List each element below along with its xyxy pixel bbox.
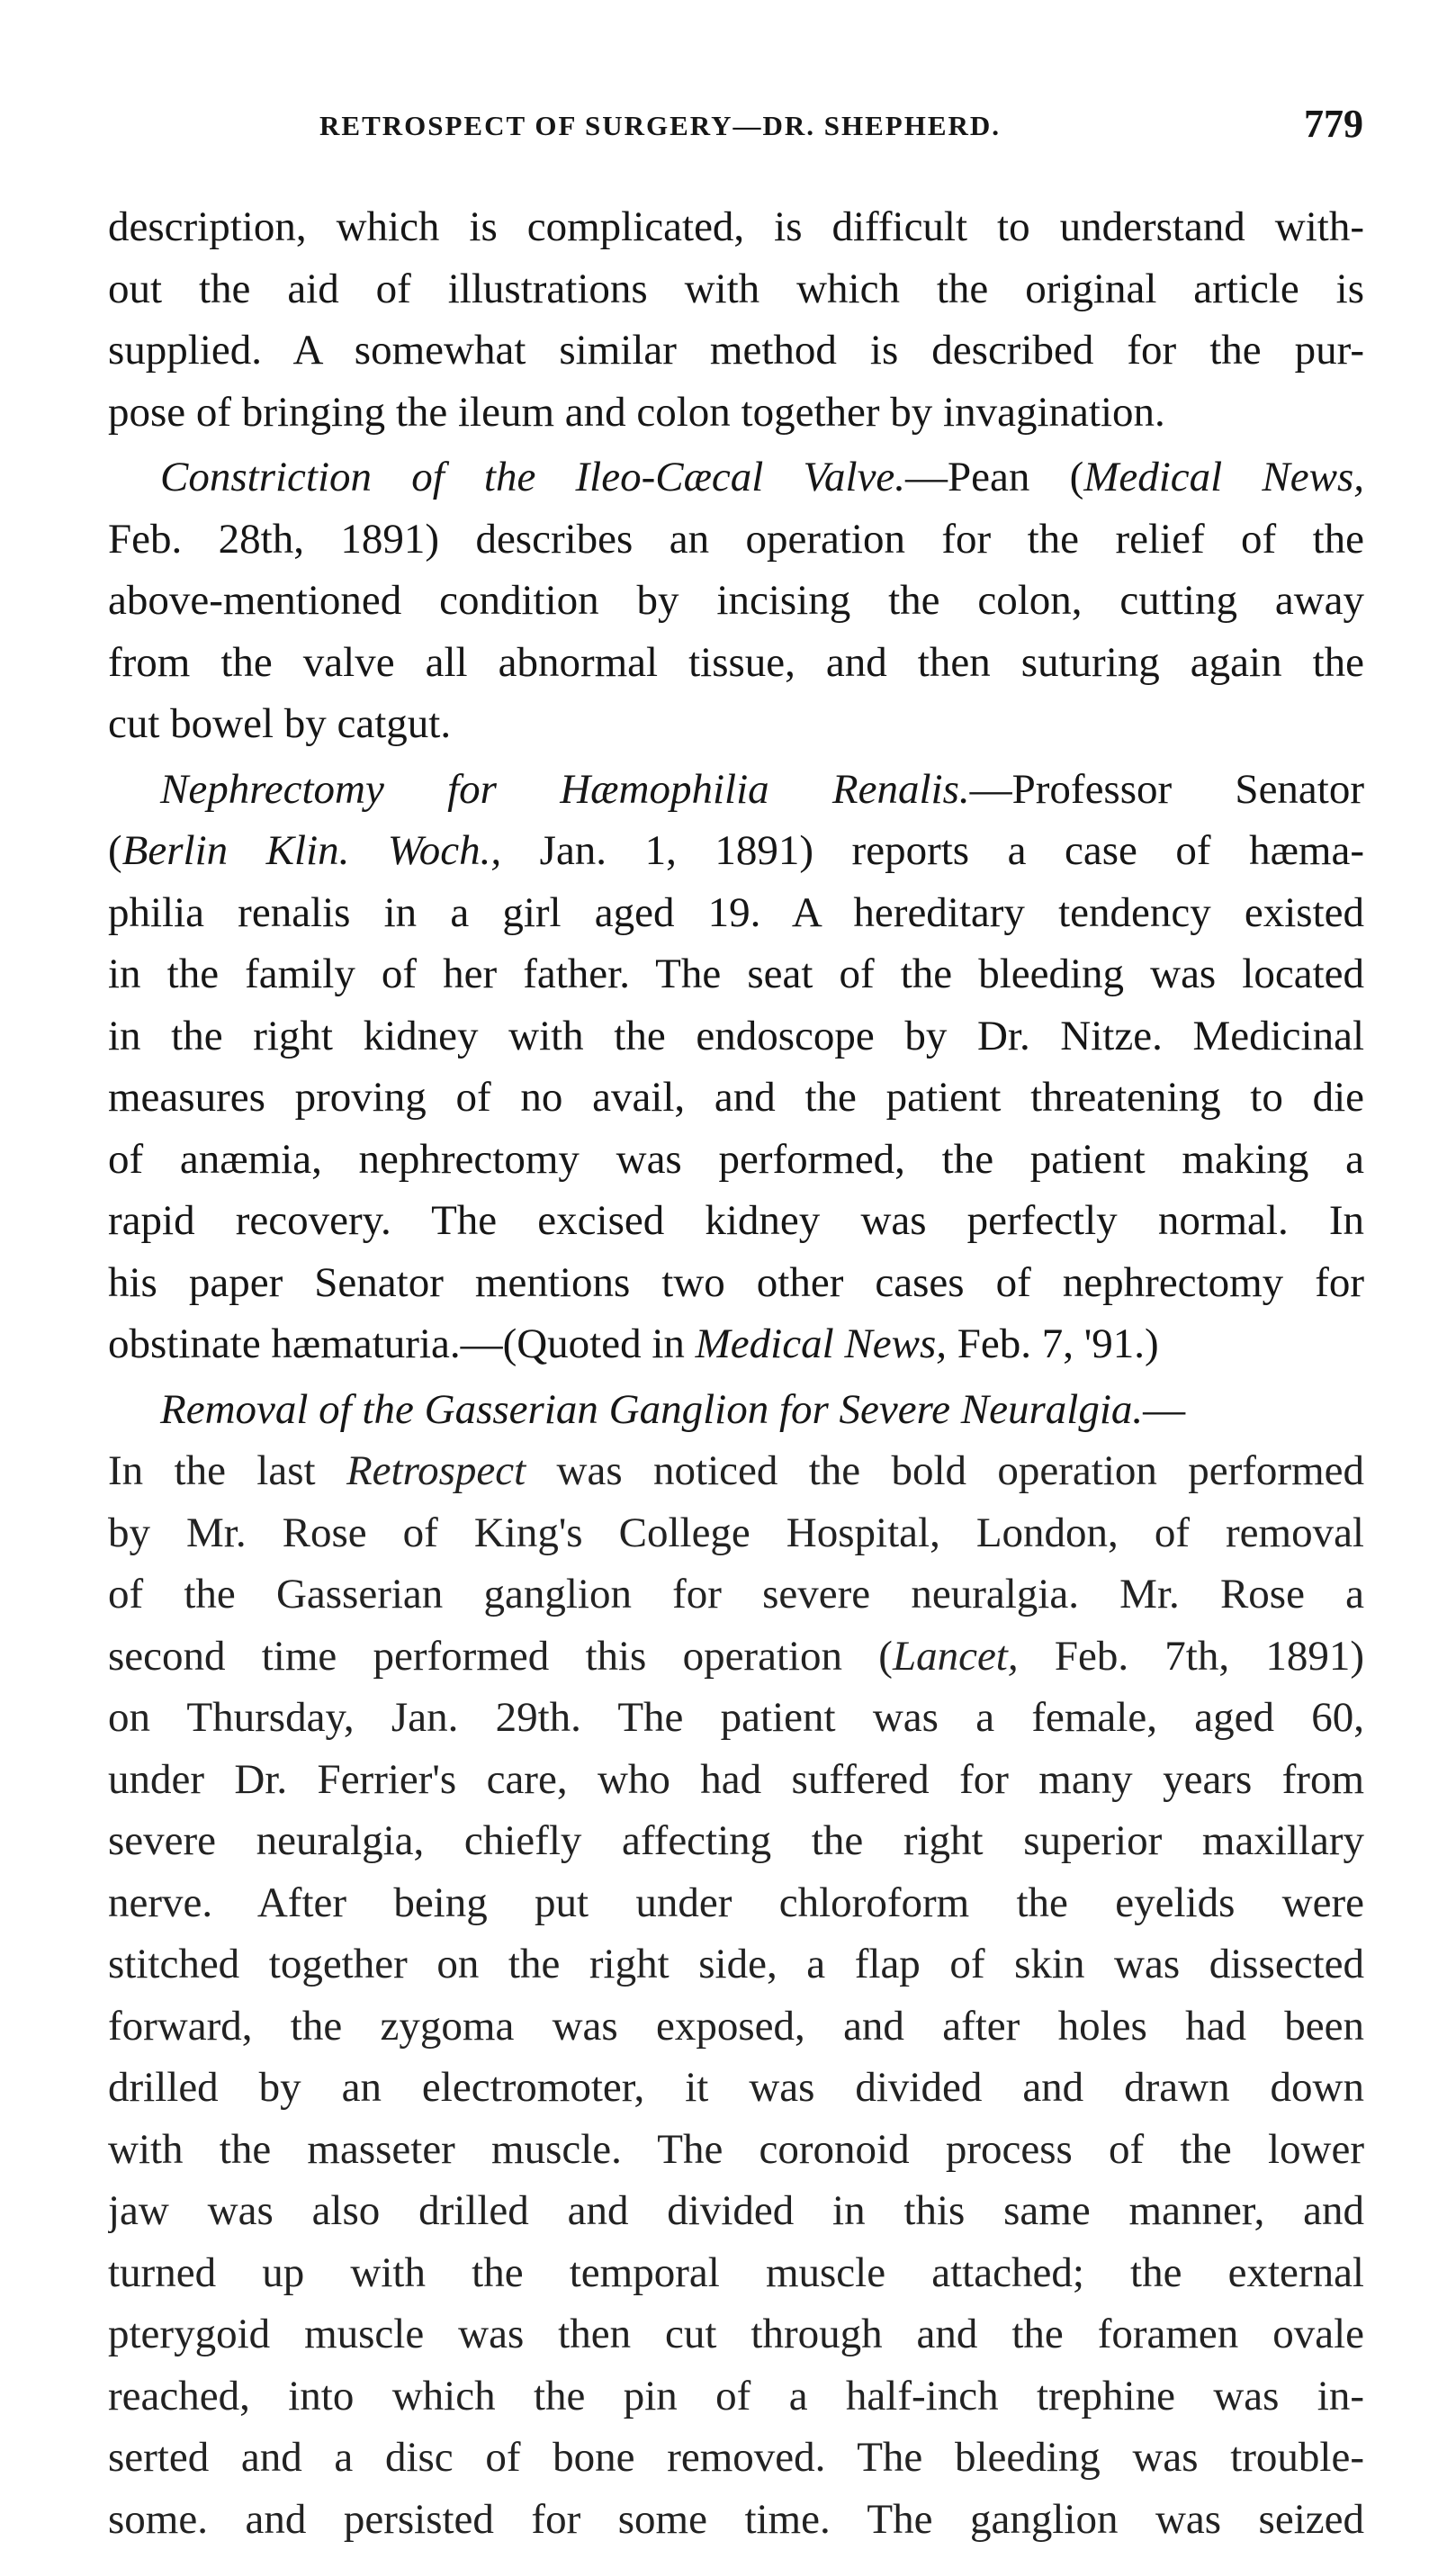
section-title: Constriction of the Ileo-Cæcal Valve. [160,454,906,500]
text-line: reached, into which the pin of a half-inch trephine was in- [108,2372,1364,2419]
text-line: out the aid of illustrations with which the original article is [108,265,1364,312]
text-line: rapid recovery. The excised kidney was perfectly normal. In [108,1197,1364,1244]
text-line: severe neuralgia, chiefly affecting the right superior maxillary [108,1817,1364,1864]
text-line: some. and persisted for some time. The ganglion was seized [108,2495,1364,2543]
body-text [108,196,1364,2550]
text-line: jaw was also drilled and divided in this same manner, and [108,2187,1364,2234]
text-line: serted and a disc of bone removed. The bleeding was trouble- [108,2434,1364,2481]
text-line: from the valve all abnormal tissue, and then suturing again the [108,638,1364,686]
text-line: Feb. 28th, 1891) describes an operation for the relief of the [108,515,1364,563]
text-line: turned up with the temporal muscle attached; the external [108,2248,1364,2296]
running-head [108,102,1363,160]
text-line: philia renalis in a girl aged 19. A hereditary tendency existed [108,888,1364,936]
text-line: pose of bringing the ileum and colon together by invagination. [108,388,1165,436]
section-title: Nephrectomy for Hæmophilia Renalis. [160,765,970,813]
text-line: in the family of her father. The seat of the bleeding was located [108,951,1364,997]
text-line: measures proving of no avail, and the patient threatening to die [108,1074,1364,1121]
section-title: Removal of the Gasserian Ganglion for Severe Neuralgia. [160,1385,1144,1433]
text-line: cut bowel by catgut. [108,700,452,747]
text-line: (Berlin Klin. Woch., Jan. 1, 1891) reports a case of hæma- [108,827,1364,874]
text-line: obstinate hæmaturia.—(Quoted in Medical News, Feb. 7, '91.) [108,1320,1159,1367]
text-line: In the last Retrospect was noticed the bold operation performed [108,1447,1364,1494]
text-line: pterygoid muscle was then cut through and the foramen ovale [108,2311,1364,2357]
text-line: supplied. A somewhat similar method is described for the pur- [108,327,1364,374]
text-line: his paper Senator mentions two other cases of nephrectomy for [108,1258,1364,1306]
text-line: on Thursday, Jan. 29th. The patient was a female, aged 60, [108,1694,1364,1741]
section-heading-line: Nephrectomy for Hæmophilia Renalis.—Professor Senator [160,765,1364,813]
text-line: in the right kidney with the endoscope by Dr. Nitze. Medicinal [108,1012,1364,1059]
text-line: with the masseter muscle. The coronoid process of the lower [108,2125,1364,2173]
running-title: RETROSPECT OF SURGERY—DR. SHEPHERD. [319,110,1002,141]
page-number: 779 [1304,102,1363,146]
section-heading-line: Constriction of the Ileo-Cæcal Valve.—Pean (Medical News, [160,454,1364,500]
text-line: nerve. After being put under chloroform the eyelids were [108,1879,1364,1926]
text-line: forward, the zygoma was exposed, and after holes had been [108,2002,1364,2050]
text-line: of anæmia, nephrectomy was performed, the patient making a [108,1135,1364,1183]
text-line: drilled by an electromoter, it was divided and drawn down [108,2064,1364,2111]
text-line: stitched together on the right side, a flap of skin was dissected [108,1941,1364,1987]
text-line: of the Gasserian ganglion for severe neuralgia. Mr. Rose a [108,1571,1364,1617]
text-line: under Dr. Ferrier's care, who had suffered for many years from [108,1755,1364,1803]
text-line: above-mentioned condition by incising the colon, cutting away [108,577,1364,624]
text-line: by Mr. Rose of King's College Hospital, London, of removal [108,1509,1364,1556]
section-heading-line: Removal of the Gasserian Ganglion for Severe Neuralgia.— [160,1385,1186,1433]
text-line: description, which is complicated, is difficult to understand with- [108,203,1364,250]
text-line: second time performed this operation (Lancet, Feb. 7th, 1891) [108,1632,1364,1680]
